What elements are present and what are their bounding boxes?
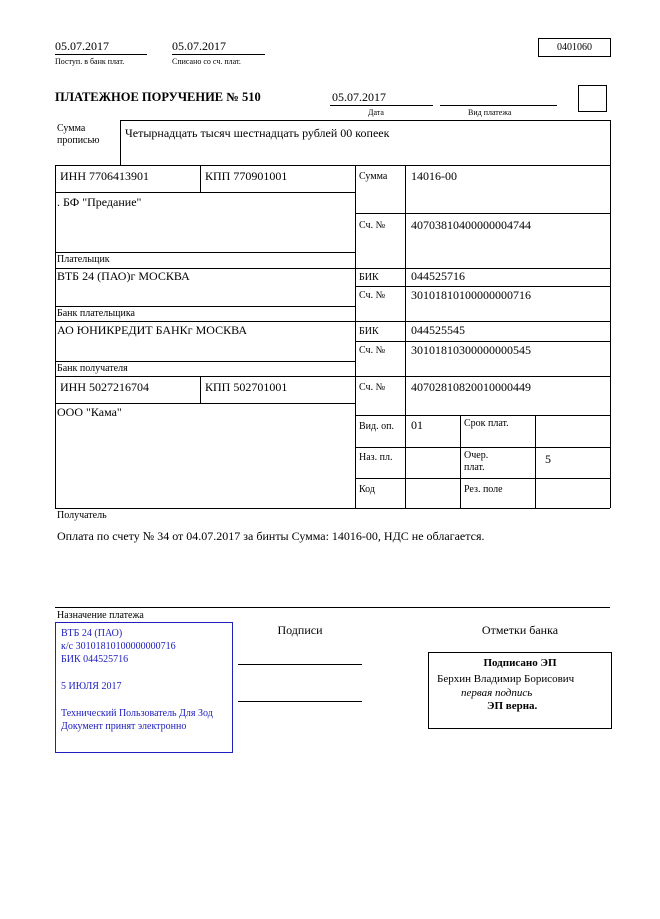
priority-value: 5 — [545, 452, 551, 466]
grid-line — [120, 120, 610, 121]
payer-account-value: 40703810400000004744 — [411, 218, 531, 232]
grid-line — [55, 508, 610, 509]
payer-bank-section-label: Банк плательщика — [57, 308, 135, 319]
esign-title: Подписано ЭП — [483, 657, 557, 669]
payer-section-label: Плательщик — [57, 254, 110, 265]
grid-line — [200, 376, 201, 403]
grid-line — [355, 415, 610, 416]
payee-account-value: 40702810820010000449 — [411, 380, 531, 394]
payer-name: . БФ "Предание" — [57, 195, 142, 209]
signature-line-2 — [238, 701, 362, 702]
grid-line — [120, 120, 121, 165]
grid-line — [200, 165, 201, 192]
grid-line — [355, 213, 610, 214]
reserve-field-label: Рез. поле — [464, 484, 503, 495]
debited-date-underline — [172, 54, 265, 55]
doc-date-value: 05.07.2017 — [332, 90, 386, 104]
esign-signer: Берхин Владимир Борисович — [437, 673, 575, 685]
payment-kind-box — [578, 85, 607, 112]
bank-stamp-bank: ВТБ 24 (ПАО) — [61, 628, 123, 639]
bank-stamp-date: 5 ИЮЛЯ 2017 — [61, 681, 122, 692]
form-code-box — [538, 38, 611, 57]
bank-marks-header: Отметки банка — [481, 623, 559, 637]
form-code-value: 0401060 — [557, 42, 592, 53]
payer-bank-bik-label: БИК — [359, 272, 379, 283]
payee-bank-account-label: Сч. № — [359, 345, 386, 356]
payee-bank-name: АО ЮНИКРЕДИТ БАНКг МОСКВА — [57, 323, 247, 337]
bank-stamp-box — [55, 622, 233, 753]
grid-line — [55, 361, 355, 362]
grid-line — [55, 165, 610, 166]
amount-words-value: Четырнадцать тысяч шестнадцать рублей 00 копеек — [125, 126, 390, 140]
grid-line — [610, 120, 611, 508]
payee-name: ООО "Кама" — [57, 405, 122, 419]
document-title: ПЛАТЕЖНОЕ ПОРУЧЕНИЕ № 510 — [55, 90, 261, 104]
signatures-header: Подписи — [277, 623, 323, 637]
grid-line — [55, 252, 355, 253]
grid-line — [460, 415, 461, 508]
payment-term-label: Срок плат. — [464, 418, 509, 429]
payer-bank-account-label: Сч. № — [359, 290, 386, 301]
doc-date-underline — [330, 105, 433, 106]
payee-kpp: КПП 502701001 — [205, 380, 288, 394]
bank-stamp-note: Документ принят электронно — [61, 721, 187, 732]
payment-kind-label: Вид платежа — [468, 108, 512, 117]
grid-line — [355, 447, 610, 448]
op-kind-label: Вид. оп. — [359, 421, 394, 432]
payment-purpose-label: Назначение платежа — [57, 610, 144, 621]
grid-line — [55, 306, 355, 307]
grid-line — [55, 321, 610, 322]
grid-line — [55, 192, 355, 193]
grid-line — [405, 165, 406, 508]
signature-line-1 — [238, 664, 362, 665]
payer-account-label: Сч. № — [359, 220, 386, 231]
payer-kpp: КПП 770901001 — [205, 169, 288, 183]
received-date-label: Поступ. в банк плат. — [55, 57, 125, 66]
payer-bank-bik-value: 044525716 — [411, 269, 465, 283]
payment-purpose-text: Оплата по счету № 34 от 04.07.2017 за бинты Сумма: 14016-00, НДС не облагается. — [57, 529, 485, 543]
bank-stamp-bik: БИК 044525716 — [61, 654, 129, 665]
payee-bank-account-value: 30101810300000000545 — [411, 343, 531, 357]
purpose-underline — [55, 607, 610, 608]
code-label: Код — [359, 484, 375, 495]
payee-bank-bik-value: 044525545 — [411, 323, 465, 337]
payee-inn: ИНН 5027216704 — [60, 380, 149, 394]
payer-bank-name: ВТБ 24 (ПАО)г МОСКВА — [57, 269, 190, 283]
doc-date-label: Дата — [368, 108, 384, 117]
grid-line — [55, 403, 355, 404]
esign-valid: ЭП верна. — [487, 700, 538, 712]
grid-line — [55, 376, 610, 377]
received-date-underline — [55, 54, 147, 55]
debited-date-label: Списано со сч. плат. — [172, 57, 241, 66]
bank-stamp-corr-account: к/с 30101810100000000716 — [61, 641, 176, 652]
payment-kind-underline — [440, 105, 557, 106]
debited-date-value: 05.07.2017 — [172, 39, 226, 53]
grid-line — [55, 165, 56, 508]
grid-line — [355, 286, 610, 287]
bank-stamp-operator: Технический Пользователь Для Зод — [61, 708, 213, 719]
sum-label: Сумма — [359, 171, 388, 182]
grid-line — [535, 415, 536, 508]
payer-inn: ИНН 7706413901 — [60, 169, 149, 183]
payer-bank-account-value: 30101810100000000716 — [411, 288, 531, 302]
priority-label: Очер. плат. — [464, 450, 489, 473]
purpose-code-label: Наз. пл. — [359, 452, 393, 463]
esign-box — [428, 652, 612, 729]
payee-section-label: Получатель — [57, 510, 107, 521]
amount-words-label: Сумма прописью — [57, 123, 100, 146]
sum-value: 14016-00 — [411, 169, 457, 183]
esign-kind: первая подпись — [461, 687, 533, 699]
payee-bank-section-label: Банк получателя — [57, 363, 128, 374]
grid-line — [355, 165, 356, 508]
payee-account-label: Сч. № — [359, 382, 386, 393]
payee-bank-bik-label: БИК — [359, 326, 379, 337]
grid-line — [355, 478, 610, 479]
op-kind-value: 01 — [411, 418, 423, 432]
received-date-value: 05.07.2017 — [55, 39, 109, 53]
grid-line — [355, 341, 610, 342]
